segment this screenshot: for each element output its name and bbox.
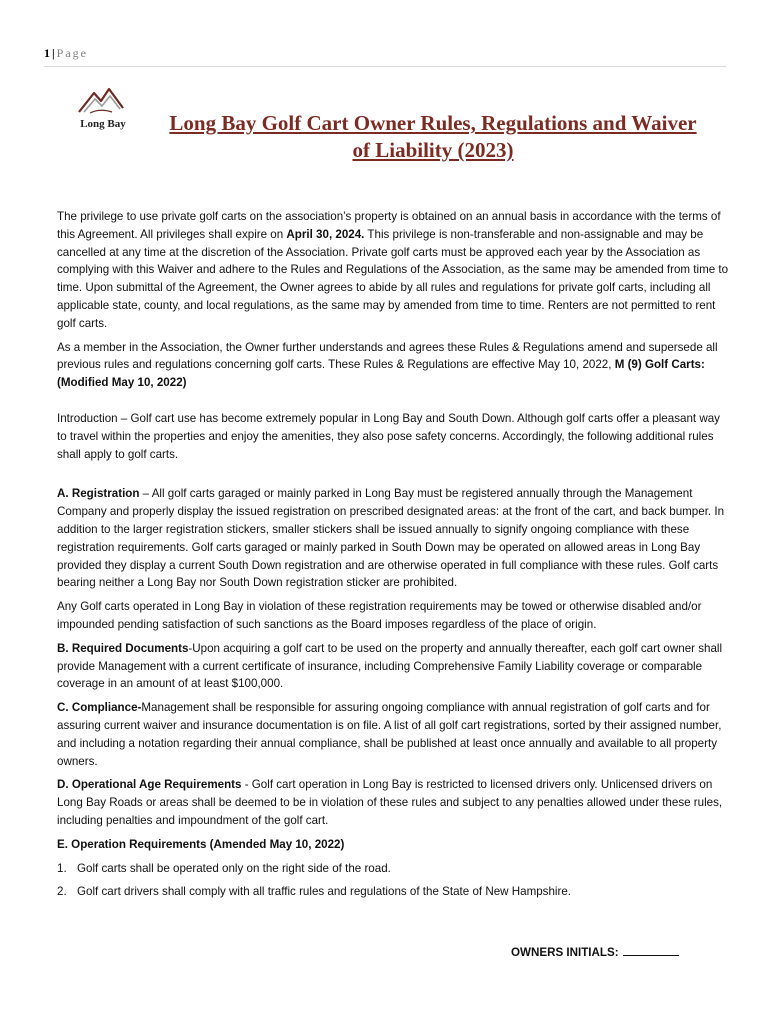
membership-paragraph: As a member in the Association, the Owner further understands and agrees these Rules & Regulations amend and supersede all previous rules and regulations concerning golf carts. These Rules & Regulations are effective May 10, 2022, M (9) Golf Carts: (Modified May 10, 2022) bbox=[57, 340, 718, 390]
title-line-2: of Liability (2023) bbox=[352, 138, 514, 162]
expiry-date: April 30, 2024. bbox=[286, 227, 365, 241]
section-a-heading: A. Registration bbox=[57, 487, 140, 501]
logo-text: Long Bay bbox=[80, 118, 126, 130]
section-e-heading: E. Operation Requirements (Amended May 10, 2022) bbox=[57, 837, 345, 851]
list-item: 2. Golf cart drivers shall comply with all traffic rules and regulations of the State of New Hampshire. bbox=[57, 885, 572, 899]
header-separator: | bbox=[52, 46, 55, 60]
long-bay-logo bbox=[72, 84, 134, 134]
section-a-violation-paragraph: Any Golf carts operated in Long Bay in violation of these registration requirements may be towed or otherwise disabled and/or impounded pending satisfaction of such sanctions as the Board imposes regardless of the place of origin. bbox=[57, 600, 702, 631]
introduction-paragraph: Introduction – Golf cart use has become extremely popular in Long Bay and South Down. Although golf carts offer a pleasant way to travel within the properties and enjoy the amenities, they also pose safety concerns. Accordingly, the following additional rules shall apply to golf carts. bbox=[57, 411, 720, 461]
section-d-heading: D. Operational Age Requirements bbox=[57, 778, 242, 792]
rule-reference: M (9) Golf Carts: (Modified May 10, 2022) bbox=[57, 358, 705, 390]
page-number: 1 bbox=[44, 46, 50, 60]
document-title bbox=[138, 110, 728, 164]
operation-requirements-list bbox=[57, 860, 729, 902]
section-d-age-requirements: D. Operational Age Requirements - Golf cart operation in Long Bay is restricted to licensed drivers only. Unlicensed drivers on Long Bay Roads or areas shall be deemed to be in violation of these rules and subject to any penalties allowed under these rules, including penalties and impoundment of the golf cart. bbox=[57, 778, 723, 827]
mountain-icon bbox=[78, 84, 124, 116]
document-body bbox=[57, 208, 729, 907]
section-c-compliance: C. Compliance-Management shall be responsible for assuring ongoing compliance with annual registration of golf carts and for assuring current waiver and insurance documentation is on file. A list of all golf cart registrations, sorted by their assigned number, and including a notation regarding their annual compliance, shall be published at least once annually and available to all property owners. bbox=[57, 701, 722, 768]
section-b-heading: B. Required Documents bbox=[57, 641, 189, 655]
page-header bbox=[44, 46, 726, 67]
page-label: Page bbox=[56, 46, 88, 60]
section-a-registration: A. Registration – All golf carts garaged or mainly parked in Long Bay must be registered annually through the Management Company and properly display the issued registration on prescribed designated areas: at the front of the cart, and back bumper. In addition to the larger registration stickers, smaller stickers shall be issued annually to signify ongoing compliance with these registration requirements. Golf carts garaged or mainly parked in South Down may be operated on allowed areas in Long Bay provided they display a current South Down registration and are otherwise operated in full compliance with these rules. Golf carts bearing neither a Long Bay nor South Down registration sticker are prohibited. bbox=[57, 487, 725, 590]
list-item: 1. Golf carts shall be operated only on the right side of the road. bbox=[57, 861, 391, 875]
owners-initials bbox=[511, 944, 679, 959]
initials-label: OWNERS INITIALS: bbox=[511, 946, 619, 959]
title-line-1: Long Bay Golf Cart Owner Rules, Regulations and Waiver bbox=[169, 111, 697, 135]
initials-line[interactable] bbox=[623, 944, 679, 956]
section-b-documents: B. Required Documents-Upon acquiring a golf cart to be used on the property and annually thereafter, each golf cart owner shall provide Management with a current certificate of insurance, including Comprehensive Family Liability coverage or comparable coverage in an amount of at least $100,000. bbox=[57, 641, 723, 691]
privilege-paragraph: The privilege to use private golf carts on the association’s property is obtained on an annual basis in accordance with the terms of this Agreement. All privileges shall expire on April 30, 2024. This privilege is non-transferable and non-assignable and may be cancelled at any time at the discretion of the Association. Private golf carts must be approved each year by the Association as complying with this Waiver and adhere to the Rules and Regulations of the Association, as the same may be amended from time to time. Upon submittal of the Agreement, the Owner agrees to abide by all rules and regulations for private golf carts, including all applicable state, county, and local regulations, as the same may by amended from time to time. Renters are not permitted to rent golf carts. bbox=[57, 210, 729, 330]
section-e-heading-paragraph bbox=[57, 836, 729, 854]
section-c-heading: C. Compliance- bbox=[57, 701, 142, 715]
